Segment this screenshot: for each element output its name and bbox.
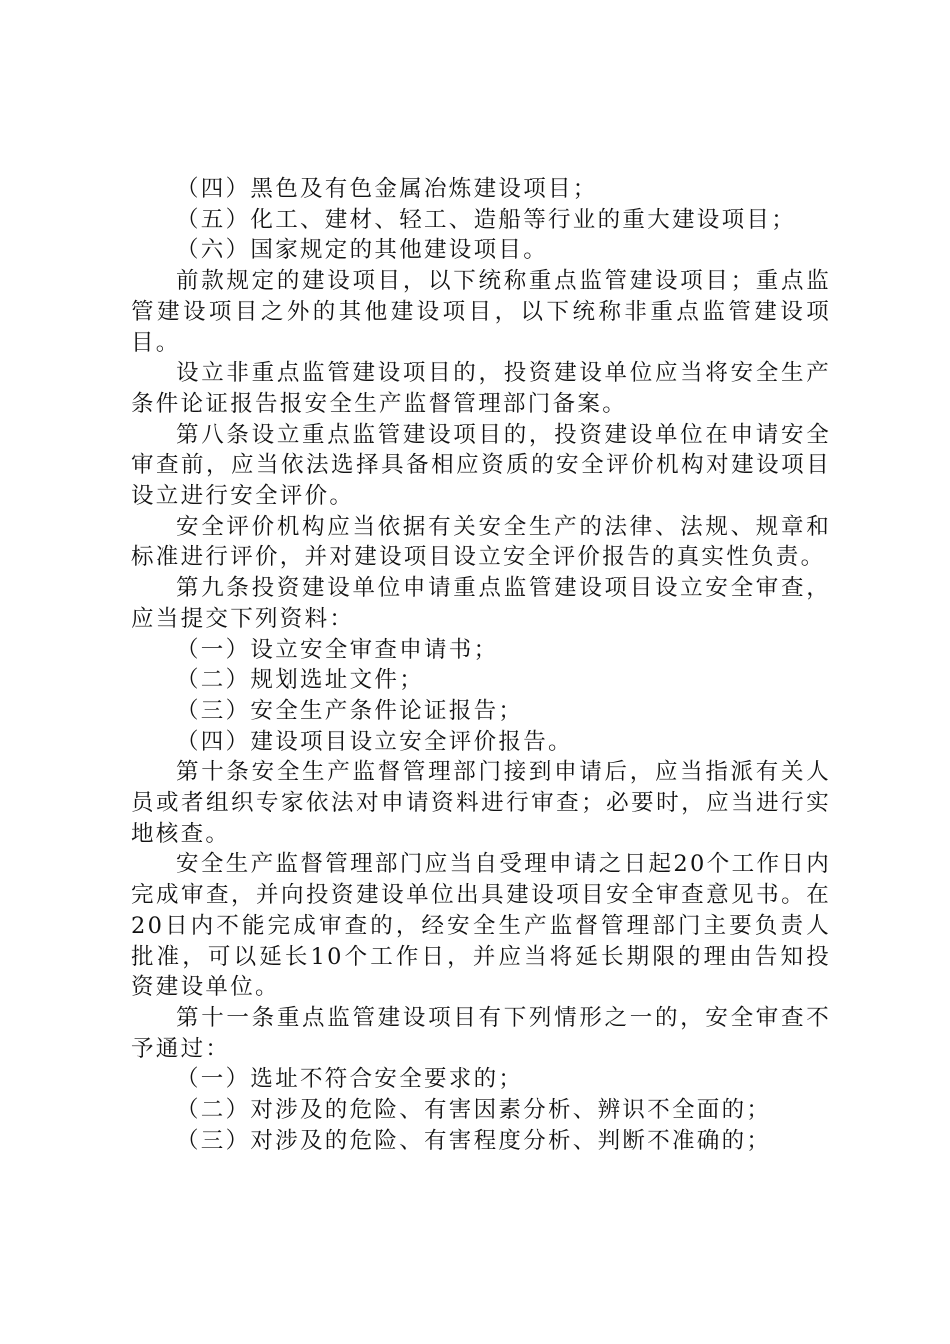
paragraph-9: （一）设立安全审查申请书； xyxy=(176,636,499,663)
paragraph-11: （三）安全生产条件论证报告； xyxy=(176,697,524,724)
paragraph-3: （六）国家规定的其他建设项目。 xyxy=(176,237,549,264)
paragraph-18: （三）对涉及的危险、有害程度分析、判断不准确的； xyxy=(176,1127,772,1154)
paragraph-17: （二）对涉及的危险、有害因素分析、辨识不全面的； xyxy=(176,1097,772,1124)
paragraph-10: （二）规划选址文件； xyxy=(176,667,425,694)
paragraph-12: （四）建设项目设立安全评价报告。 xyxy=(176,728,573,755)
paragraph-2: （五）化工、建材、轻工、造船等行业的重大建设项目； xyxy=(176,206,797,233)
paragraph-6: 第八条设立重点监管建设项目的，投资建设单位在申请安全审查前，应当依法选择具备相应资质的安全评价机构对建设项目设立进行安全评价。 xyxy=(131,421,831,510)
paragraph-15: 第十一条重点监管建设项目有下列情形之一的，安全审查不予通过： xyxy=(131,1004,831,1062)
paragraph-13: 第十条安全生产监督管理部门接到申请后，应当指派有关人员或者组织专家依法对申请资料进行审查；必要时，应当进行实地核查。 xyxy=(131,759,831,847)
paragraph-16: （一）选址不符合安全要求的； xyxy=(176,1066,524,1093)
paragraph-1: （四）黑色及有色金属冶炼建设项目； xyxy=(176,176,598,202)
paragraph-5: 设立非重点监管建设项目的，投资建设单位应当将安全生产条件论证报告报安全生产监督管理部门备案。 xyxy=(131,360,831,417)
paragraph-4: 前款规定的建设项目，以下统称重点监管建设项目；重点监管建设项目之外的其他建设项目，以下统称非重点监管建设项目。 xyxy=(131,268,831,356)
paragraph-8: 第九条投资建设单位申请重点监管建设项目设立安全审查，应当提交下列资料： xyxy=(131,575,831,632)
paragraph-7: 安全评价机构应当依据有关安全生产的法律、法规、规章和标准进行评价，并对建设项目设立安全评价报告的真实性负责。 xyxy=(131,513,831,571)
document-body xyxy=(131,174,831,1157)
paragraph-14: 安全生产监督管理部门应当自受理申请之日起20个工作日内完成审查，并向投资建设单位出具建设项目安全审查意见书。在20日内不能完成审查的，经安全生产监督管理部门主要负责人批准，可以延长10个工作日，并应当将延长期限的理由告知投资建设单位。 xyxy=(131,851,831,1001)
